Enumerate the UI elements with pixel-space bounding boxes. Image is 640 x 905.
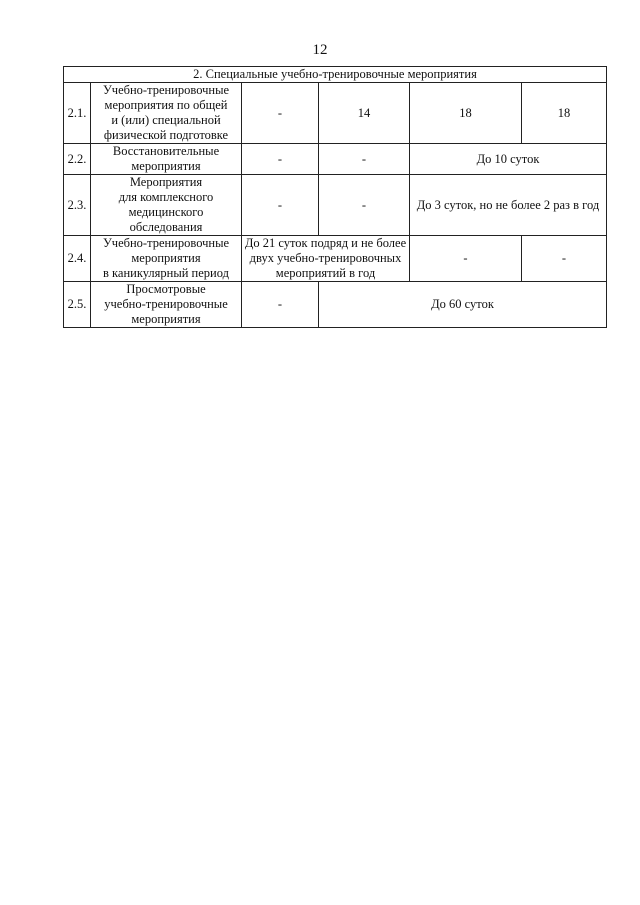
activity-name [91,144,242,175]
value-cell-merged: До 10 суток [410,144,607,175]
value-line: До 21 суток подряд и не более [244,236,407,250]
value-cell-merged: До 3 суток, но не более 2 раз в год [410,175,607,236]
row-number: 2.2. [64,144,91,175]
activity-name-line: для комплексного [118,190,214,204]
activity-name-line: мероприятия [131,159,201,173]
activity-name-line: Восстановительные [112,144,220,158]
row-number: 2.5. [64,282,91,328]
value-cell: - [319,144,410,175]
activity-name-line: мероприятия [131,312,201,326]
training-schedule-table [63,66,607,328]
value-cell: 18 [410,83,522,144]
activity-name-line: учебно-тренировочные [104,297,228,311]
value-cell: 18 [522,83,607,144]
activity-name-line: мероприятия по общей [104,98,228,112]
activity-name-line: и (или) специальной [111,113,221,127]
activity-name-line: Просмотровые [126,282,206,296]
table-row [64,236,607,282]
table-row [64,282,607,328]
value-cell: 14 [319,83,410,144]
activity-name-line: Мероприятия [129,175,203,189]
row-number: 2.1. [64,83,91,144]
activity-name [91,282,242,328]
activity-name-line: медицинского [128,205,204,219]
activity-name-line: в каникулярный период [102,266,229,280]
activity-name-line: Учебно-тренировочные [102,236,230,250]
activity-name-line: Учебно-тренировочные [102,83,230,97]
activity-name-line: мероприятия [131,251,201,265]
value-cell: - [319,175,410,236]
row-number: 2.3. [64,175,91,236]
value-line: двух учебно-тренировочных [249,251,402,265]
table-row [64,175,607,236]
section-title: 2. Специальные учебно-тренировочные мероприятия [64,67,607,83]
value-cell: - [242,175,319,236]
value-cell-merged [242,236,410,282]
activity-name-line: обследования [129,220,203,234]
row-number: 2.4. [64,236,91,282]
activity-name [91,236,242,282]
table-row [64,144,607,175]
activity-name-line: физической подготовке [103,128,229,142]
page-number: 12 [312,42,328,58]
activity-name [91,83,242,144]
value-cell: - [522,236,607,282]
value-cell: - [242,282,319,328]
value-cell: - [242,144,319,175]
value-cell: - [410,236,522,282]
activity-name [91,175,242,236]
value-cell-merged: До 60 суток [319,282,607,328]
value-cell: - [242,83,319,144]
value-line: мероприятий в год [275,266,376,280]
table-row [64,83,607,144]
section-header-row [64,67,607,83]
